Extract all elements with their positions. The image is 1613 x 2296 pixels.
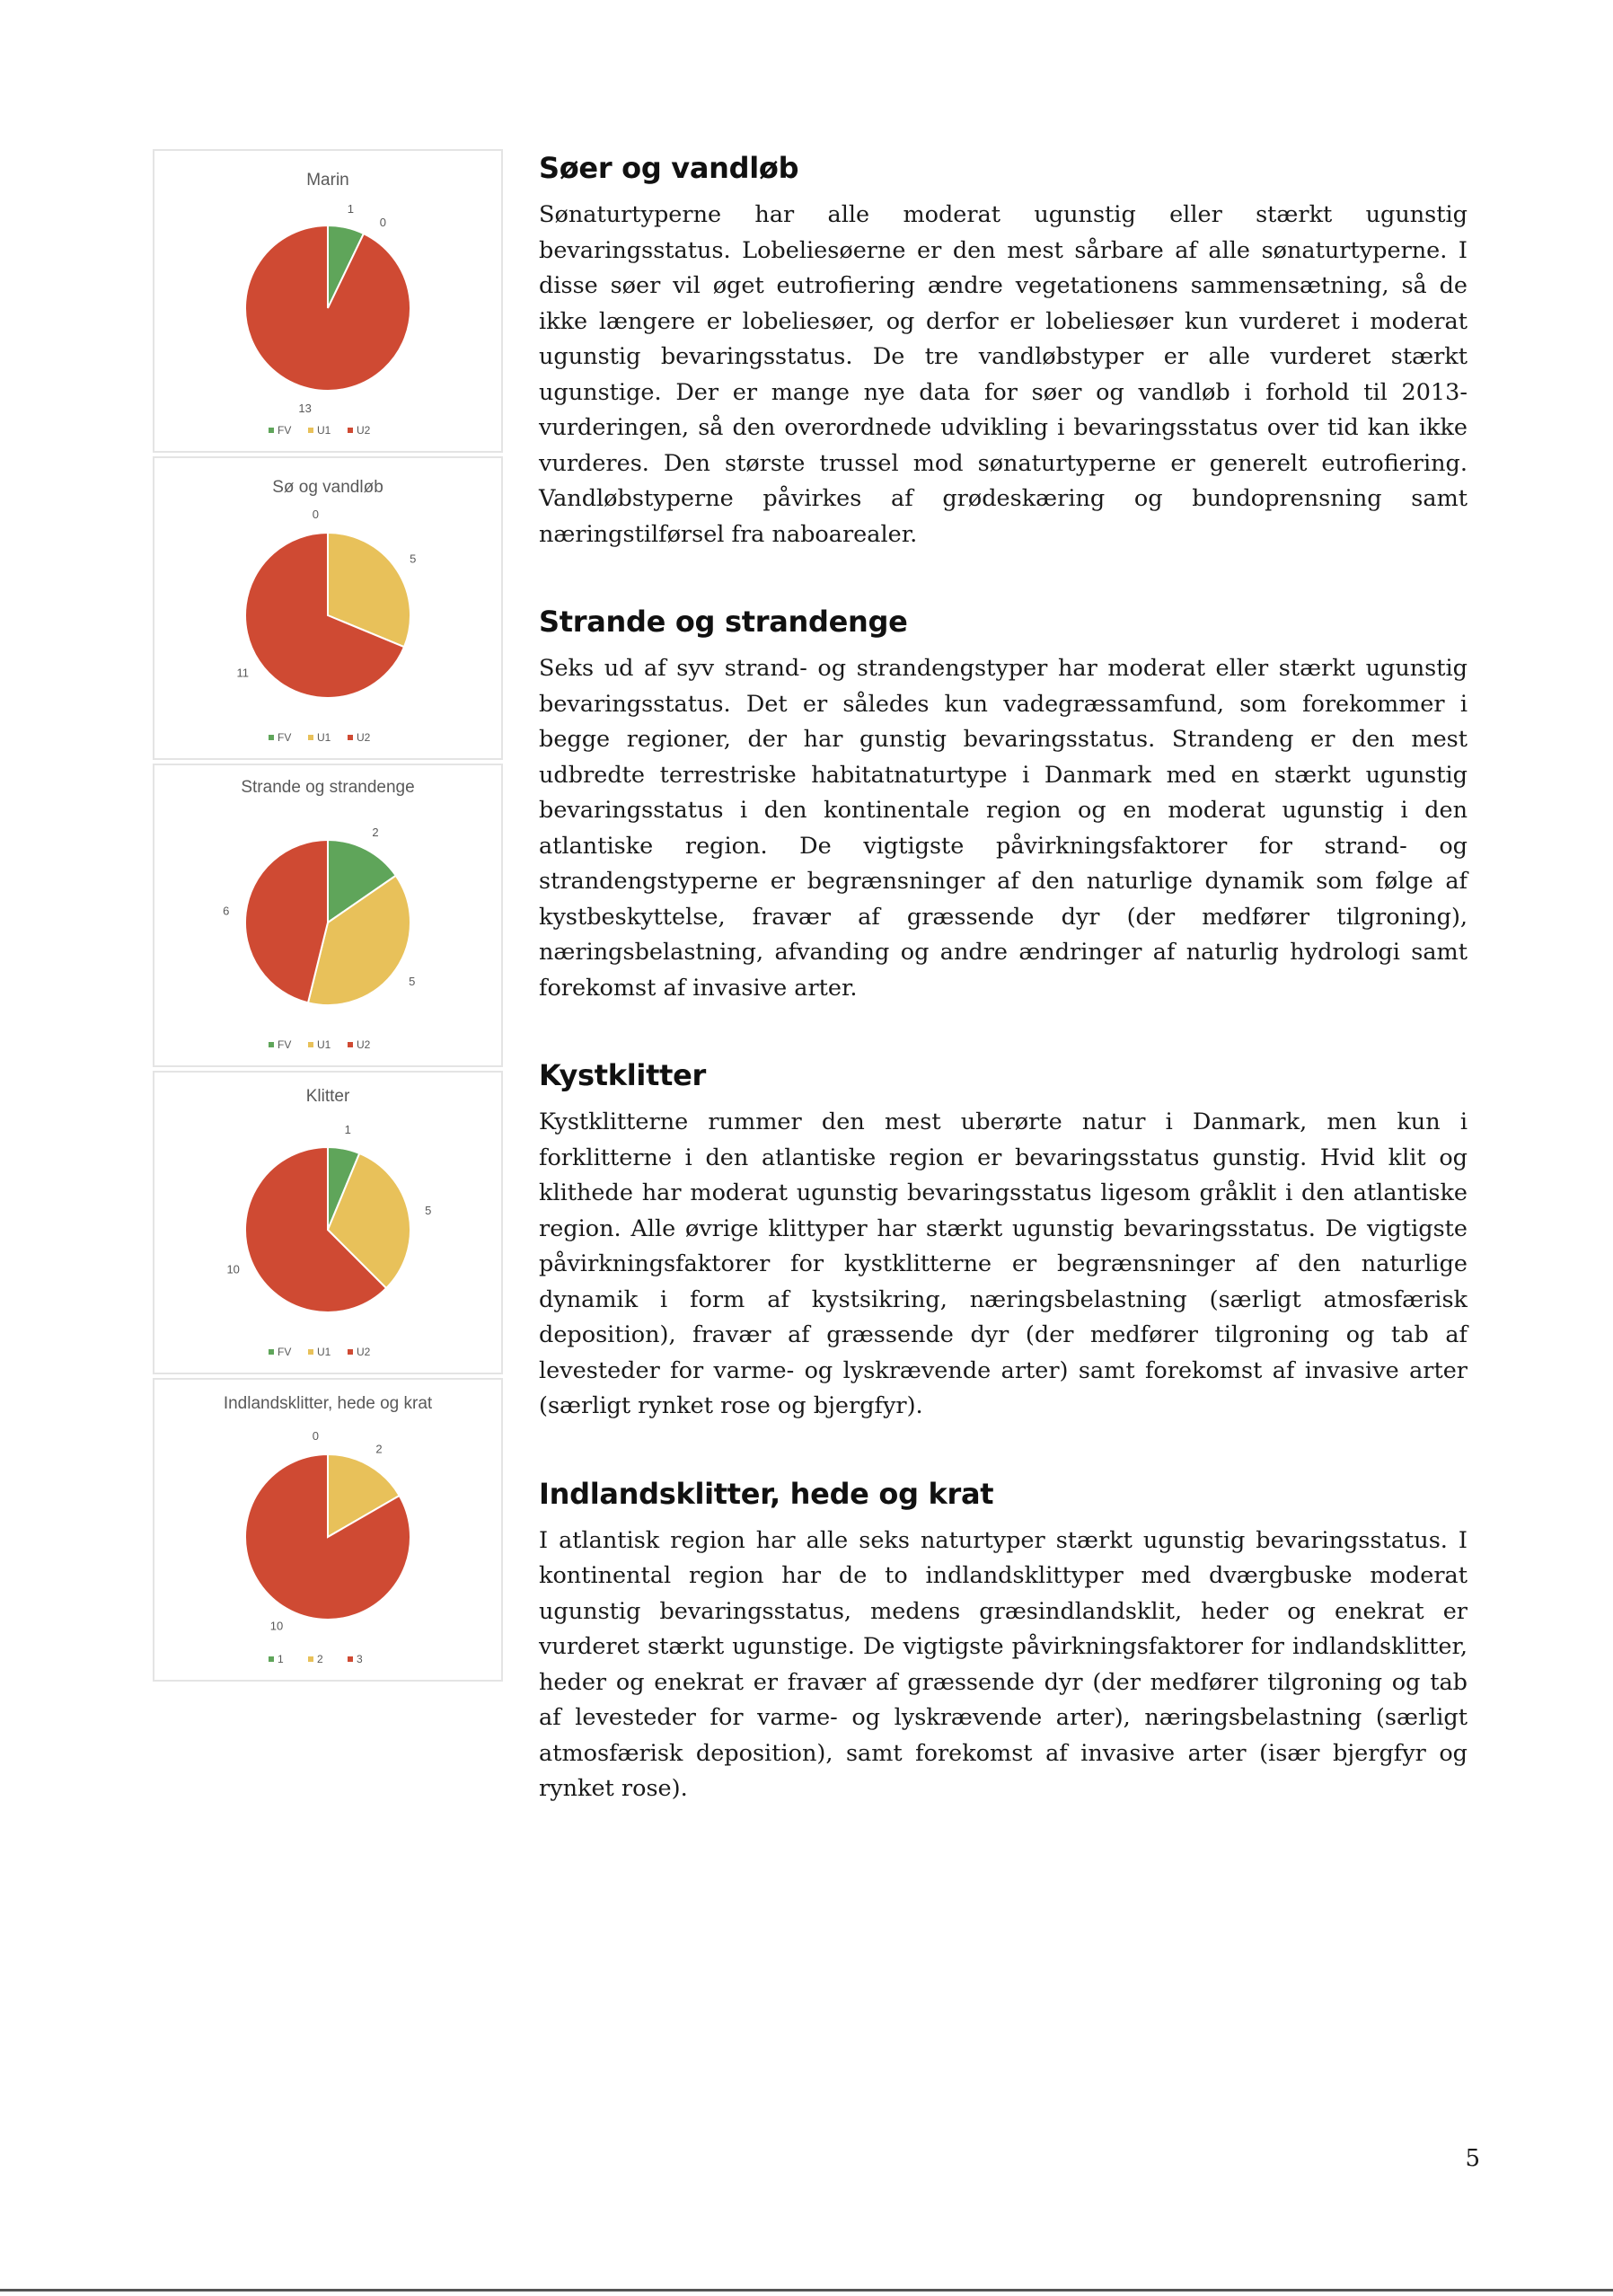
legend-swatch [308,735,313,740]
chart-title: Sø og vandløb [272,478,383,497]
legend [269,1346,371,1358]
legend-swatch [348,1042,353,1047]
data-label: 6 [223,904,230,918]
legend-item: U2 [357,1346,371,1358]
legend-swatch [348,428,353,433]
chart-svg-klitter [154,1073,501,1373]
pie-slices [245,840,410,1005]
legend-swatch [269,428,274,433]
legend-item: FV [278,1346,292,1358]
legend-swatch [269,1349,274,1355]
legend [269,424,371,437]
chart-svg-marin [154,151,501,451]
data-label: 0 [312,507,320,521]
pie-slices [245,1147,410,1312]
section-body: Seks ud af syv strand- og strandengstyper har moderat eller stærkt ugunstig bevaringsstatus. Det er således kun vadegræssamfund, som forekommer i begge regioner, der har gunstig bevaringsstatus. Strandeng er den mest udbredte terrestriske habitatnaturtype i Danmark med en stærkt ugunstig bevaringsstatus i den kontinentale region og en moderat ugunstig i den atlantiske region. De vigtigste påvirkningsfaktorer for strand- og strandengstyperne er begrænsninger af den naturlige dynamik som følge af kystbeskyttelse, fravær af græssende dyr (der medfører tilgroning), næringsbelastning, afvanding og andre ændringer af naturlig hydrologi samt forekomst af invasive arter. [539,655,1468,1002]
legend [269,1038,371,1051]
text-column [539,151,1468,1859]
legend-item: U1 [317,1346,331,1358]
chart-indlandsklitter [153,1378,503,1682]
section-body: Sønaturtyperne har alle moderat ugunstig eller stærkt ugunstig bevaringsstatus. Lobeliesøerne er den mest sårbare af alle sønaturtyperne. I disse søer vil øget eutrofiering ændre vegetationens sammensætning, så de ikke længere er lobeliesøer, og derfor er lobeliesøer kun vurderet i moderat ugunstig bevaringsstatus. De tre vandløbstyper er alle vurderet stærkt ugunstige. Der er mange nye data for søer og vandløb i forhold til 2013-vurderingen, så den overordnede udvikling i bevaringsstatus over tid kan ikke vurderes. Den største trussel mod sønaturtyperne er generelt eutrofiering. Vandløbstyperne påvirkes af grødeskæring og bundoprensning samt næringstilførsel fra naboarealer. [539,201,1468,548]
section-body: Kystklitterne rummer den mest uberørte natur i Danmark, men kun i forklitterne i den atlantiske region er bevaringsstatus gunstig. Hvid klit og klithede har moderat ugunstig bevaringsstatus ligesom gråklit i den atlantiske region. Alle øvrige klittyper har stærkt ugunstig bevaringsstatus. De vigtigste påvirkningsfaktorer for kystklitterne er begrænsninger af den naturlige dynamik i form af kystsikring, næringsbelastning (særligt atmosfærisk deposition), fravær af græssende dyr (der medfører tilgroning og tab af levesteder for varme- og lyskrævende arter) samt forekomst af invasive arter (særligt rynket rose og bjergfyr). [539,1108,1468,1419]
legend-item: U2 [357,1038,371,1051]
legend-item: U1 [317,1038,331,1051]
legend-item: FV [278,424,292,437]
legend-item: U2 [357,731,371,744]
chart-title: Indlandsklitter, hede og krat [223,1394,433,1413]
data-label: 13 [298,402,312,416]
section-body: I atlantisk region har alle seks naturtyper stærkt ugunstig bevaringsstatus. I kontinental region har de to indlandsklittyper med dværgbuske moderat ugunstig bevaringsstatus, medens græsindlandsklit, heder og enekrat er vurderet stærkt ugunstige. De vigtigste påvirkningsfaktorer for indlandsklitter, heder og enekrat er fravær af græssende dyr (der medfører tilgroning og tab af levesteder for varme- og lyskrævende arter), næringsbelastning (særligt atmosfærisk deposition), samt forekomst af invasive arter (især bjergfyr og rynket rose). [539,1526,1468,1802]
legend-item: 3 [357,1653,363,1665]
chart-svg-strande-og-strandenge [154,765,501,1065]
pie-slices [245,1454,410,1620]
legend-item: U1 [317,424,331,437]
chart-klitter [153,1071,503,1374]
data-label: 11 [236,666,249,680]
legend [269,731,371,744]
section-heading: Kystklitter [539,1058,706,1092]
chart-so-og-vandlob [153,456,503,760]
chart-svg-indlandsklitter [154,1380,501,1680]
legend-item: FV [278,1038,292,1051]
legend-item: U1 [317,731,331,744]
legend-swatch [308,1656,313,1662]
section-heading: Strande og strandenge [539,605,908,639]
data-label: 0 [312,1428,320,1443]
legend-swatch [308,428,313,433]
pie-slices [245,533,410,698]
section-soer-og-vandlob [539,151,1468,552]
data-label: 5 [425,1203,432,1217]
chart-marin [153,149,503,453]
legend-swatch [269,1656,274,1662]
data-label: 0 [379,215,387,229]
legend-item: U2 [357,424,371,437]
section-kystklitter [539,1058,1468,1425]
data-label: 2 [372,826,379,840]
chart-title: Klitter [305,1087,350,1106]
data-label: 5 [409,974,416,988]
section-heading: Indlandsklitter, hede og krat [539,1476,994,1511]
legend-swatch [348,735,353,740]
legend-swatch [348,1349,353,1355]
data-label: 10 [226,1262,240,1276]
data-label: 1 [347,201,355,216]
pie-slices [245,225,410,391]
legend-swatch [308,1349,313,1355]
legend-item: 1 [278,1653,284,1665]
bottom-rule [0,2289,1613,2292]
chart-column [153,149,503,1685]
chart-title: Marin [306,171,349,190]
legend-swatch [269,1042,274,1047]
legend-swatch [308,1042,313,1047]
section-strande-og-strandenge [539,605,1468,1006]
chart-svg-so-og-vandlob [154,458,501,758]
legend [269,1653,363,1665]
data-label: 1 [344,1123,351,1137]
data-label: 5 [410,552,417,566]
legend-item: 2 [317,1653,323,1665]
chart-strande-og-strandenge [153,764,503,1067]
section-heading: Søer og vandløb [539,151,799,185]
data-label: 2 [375,1442,383,1456]
page-number: 5 [1465,2145,1480,2172]
pie-slice-u2 [245,225,410,391]
legend-item: FV [278,731,292,744]
legend-swatch [348,1656,353,1662]
legend-swatch [269,735,274,740]
chart-title: Strande og strandenge [241,778,415,797]
section-indlandsklitter [539,1477,1468,1807]
data-label: 10 [269,1619,284,1633]
